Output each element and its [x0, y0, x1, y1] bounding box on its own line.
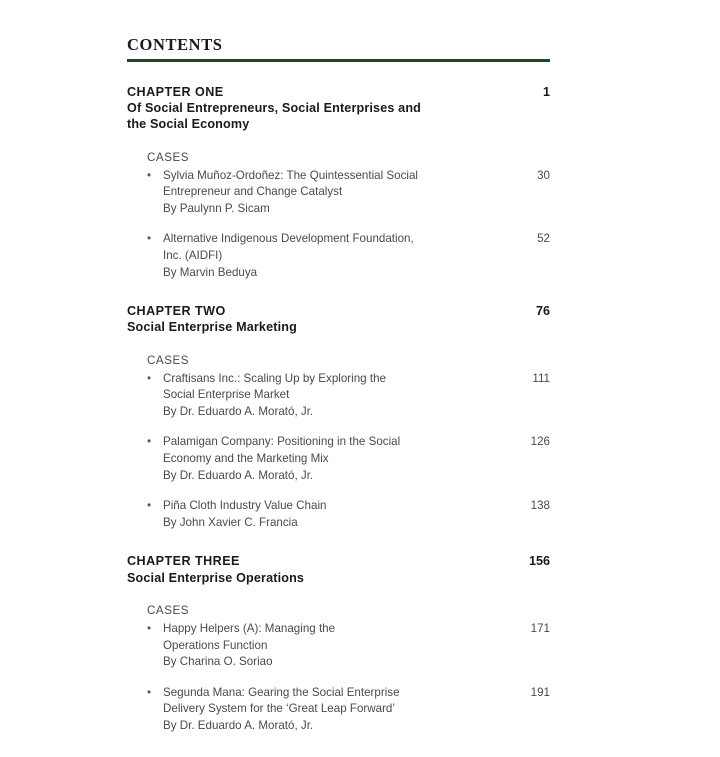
case-title-line: Sylvia Muñoz-Ordoñez: The Quintessential Social — [163, 168, 418, 182]
case-page-number: 138 — [530, 499, 550, 513]
cases-label: CASES — [147, 353, 190, 367]
chapter-label: CHAPTER TWO — [127, 304, 226, 319]
case-title-line: Piña Cloth Industry Value Chain — [163, 499, 327, 513]
case-title-line: Inc. (AIDFI) — [163, 248, 223, 262]
case-page-number: 30 — [537, 168, 550, 182]
bullet-icon: • — [147, 622, 152, 636]
case-page-number: 191 — [530, 685, 550, 699]
bullet-icon: • — [147, 685, 152, 699]
case-title-line: Happy Helpers (A): Managing the — [163, 622, 336, 636]
case-entry[interactable] — [147, 434, 550, 484]
case-title-line: Alternative Indigenous Development Foundation, — [163, 232, 414, 246]
chapter-page-number: 156 — [528, 554, 550, 569]
case-author: By John Xavier C. Francia — [163, 515, 298, 529]
chapter-page-number: 76 — [535, 304, 550, 319]
cases-section — [127, 150, 550, 282]
case-author: By Paulynn P. Sicam — [163, 201, 270, 215]
chapter-label: CHAPTER THREE — [127, 554, 240, 569]
case-author: By Charina O. Soriao — [163, 655, 273, 669]
case-entry[interactable] — [147, 621, 550, 671]
bullet-icon: • — [147, 435, 152, 449]
chapter-label: CHAPTER ONE — [127, 84, 224, 99]
chapter-entry[interactable] — [127, 303, 550, 531]
bullet-icon: • — [147, 168, 152, 182]
bullet-icon: • — [147, 232, 152, 246]
title-divider — [127, 59, 550, 62]
case-entry[interactable] — [147, 231, 550, 281]
chapter-heading — [127, 303, 550, 336]
chapter-entry[interactable] — [127, 84, 550, 281]
chapter-title-line: Social Enterprise Marketing — [127, 320, 297, 335]
chapter-heading — [127, 84, 550, 133]
cases-section — [127, 353, 550, 532]
case-entry[interactable] — [147, 168, 550, 218]
cases-label: CASES — [147, 150, 190, 164]
case-body — [163, 685, 550, 735]
case-entry[interactable] — [147, 371, 550, 421]
case-author: By Dr. Eduardo A. Morató, Jr. — [163, 404, 314, 418]
case-body — [163, 621, 550, 671]
cases-label: CASES — [147, 604, 190, 618]
case-body — [163, 498, 550, 531]
cases-section — [127, 603, 550, 735]
bullet-icon: • — [147, 499, 152, 513]
chapter-entry[interactable] — [127, 553, 550, 734]
case-entry[interactable] — [147, 498, 550, 531]
case-title-line: Social Enterprise Market — [163, 388, 290, 402]
case-body — [163, 434, 550, 484]
case-page-number: 171 — [530, 622, 550, 636]
case-body — [163, 168, 550, 218]
chapter-title-line: Social Enterprise Operations — [127, 570, 305, 585]
case-page-number: 111 — [532, 371, 550, 385]
page-title: CONTENTS — [127, 35, 223, 54]
chapter-title-line: the Social Economy — [127, 117, 250, 132]
case-body — [163, 371, 550, 421]
case-page-number: 52 — [537, 232, 550, 246]
case-title-line: Economy and the Marketing Mix — [163, 452, 329, 466]
case-title-line: Operations Function — [163, 638, 268, 652]
case-body — [163, 231, 550, 281]
case-page-number: 126 — [530, 435, 550, 449]
chapter-page-number: 1 — [542, 84, 550, 99]
case-entry[interactable] — [147, 685, 550, 735]
case-author: By Dr. Eduardo A. Morató, Jr. — [163, 719, 314, 732]
case-title-line: Delivery System for the ‘Great Leap Forward’ — [163, 702, 395, 716]
chapter-title-line: Of Social Entrepreneurs, Social Enterprises and — [127, 100, 422, 115]
toc-content — [127, 36, 550, 757]
chapter-list — [127, 84, 550, 735]
case-title-line: Craftisans Inc.: Scaling Up by Exploring the — [163, 371, 386, 385]
bullet-icon: • — [147, 371, 152, 385]
case-title-line: Palamigan Company: Positioning in the Social — [163, 435, 401, 449]
case-author: By Dr. Eduardo A. Morató, Jr. — [163, 468, 314, 482]
case-title-line: Segunda Mana: Gearing the Social Enterprise — [163, 685, 400, 699]
case-author: By Marvin Beduya — [163, 265, 258, 279]
case-title-line: Entrepreneur and Change Catalyst — [163, 185, 343, 199]
chapter-heading — [127, 553, 550, 586]
